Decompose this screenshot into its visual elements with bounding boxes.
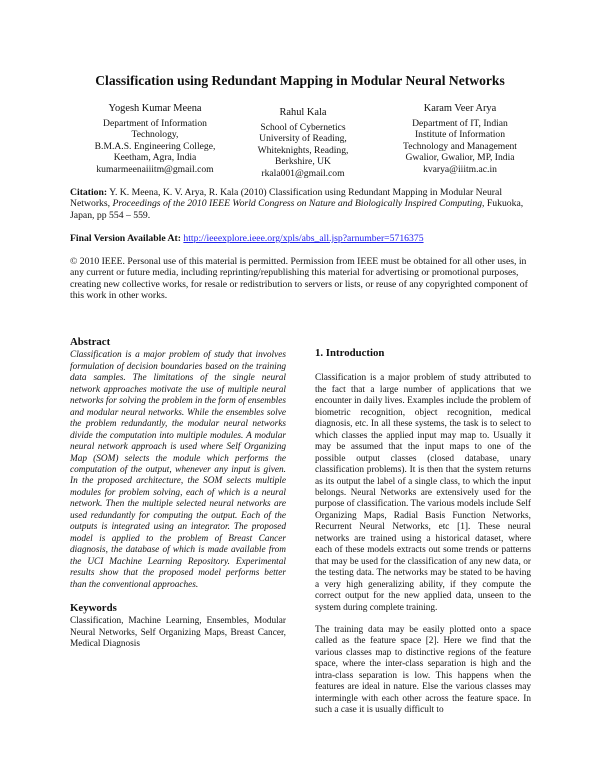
citation	[70, 187, 532, 221]
affiliation-line: Whiteknights, Reading,	[257, 144, 349, 156]
affiliation-line: Gwalior, Gwalior, MP, India	[405, 152, 515, 164]
right-column	[315, 348, 531, 717]
paper-title: Classification using Redundant Mapping in Modular Neural Networks	[95, 73, 505, 88]
final-version-label: Final Version Available At:	[70, 233, 181, 244]
affiliation-line: Technology and Management	[403, 140, 517, 152]
author-3	[375, 103, 545, 176]
author-name: Karam Veer Arya	[423, 103, 497, 114]
affiliation-line: School of Cybernetics	[260, 121, 346, 133]
affiliation-line: Keetham, Agra, India	[113, 152, 197, 164]
keywords-text: Classification, Machine Learning, Ensembles, Modular Neural Networks, Self Organizing Maps, Breast Cancer, Medical Diagnosis	[70, 616, 286, 650]
citation-label: Citation:	[70, 187, 108, 198]
copyright-notice: © 2010 IEEE. Personal use of this material is permitted. Permission from IEEE must be obtained for all other uses, in any current or future media, including reprinting/republishing this material for advertising or promotional purposes, creating new collective works, for resale or redistribution to servers or lists, or reuse of any copyrighted component of this work in other works.	[70, 256, 528, 302]
abstract-text: Classification is a major problem of study that involves formulation of decision boundaries based on the training data samples. The limitations of the single neural network approaches motivate the use of multiple neural networks for solving the problem in the form of ensembles and modular neural networks. While the ensembles solve the problem redundantly, the modular neural networks divide the computation into multiple modules. A modular neural network approach is used where Self Organizing Map (SOM) selects the module which performs the computation of the output, whenever any input is given. In the proposed architecture, the SOM selects multiple modules for problem solving, each of which is a neural network. Then the multiple selected neural networks are used redundantly for computing the output. Each of the outputs is integrated using an integrator. The proposed model is applied to the problem of Breast Cancer diagnosis, the database of which is made available from the UCI Machine Learning Repository. Experimental results show that the proposed model performs better than the conventional approaches.	[70, 350, 286, 590]
author-1	[70, 103, 240, 176]
abstract-heading: Abstract	[70, 336, 111, 348]
citation-text: Y. K. Meena, K. V. Arya, R. Kala (2010) Classification using Redundant Mapping in Modular Neural Networks,	[70, 187, 503, 210]
affiliation-line: Berkshire, UK	[275, 156, 331, 168]
affiliation-line: Technology,	[131, 129, 179, 141]
affiliation-line: Department of Information	[103, 117, 207, 129]
author-2	[218, 107, 388, 180]
author-name: Yogesh Kumar Meena	[108, 103, 202, 114]
author-email: kvarya@iiitm.ac.in	[423, 163, 497, 175]
author-email: rkala001@gmail.com	[261, 167, 345, 179]
citation-location: Fukuoka, Japan, pp 554 – 559.	[70, 198, 524, 221]
affiliation-line: B.M.A.S. Engineering College,	[94, 140, 216, 152]
affiliation-line: Department of IT, Indian	[412, 117, 508, 129]
affiliation-line: Institute of Information	[414, 129, 506, 141]
affiliation-line: University of Reading,	[259, 133, 347, 145]
left-column	[70, 337, 286, 651]
keywords-heading: Keywords	[70, 601, 117, 614]
intro-paragraph: Classification is a major problem of study attributed to the fact that a large number of applications that we encounter in daily lives. Examples include the problem of biometric recognition, object recognition, medical diagnosis, etc. In all these systems, the task is to select to which classes the applied input may map to. Usually it may be assumed that the input maps to one of the possible output classes (closed database, unary classification problems). It is then that the system returns as its output the label of a single class, to which the input belongs. Neural Networks are extensively used for the purpose of classification. The various models include Self Organizing Maps, Radial Basis Function Networks, Recurrent Neural Networks, etc [1]. These neural networks are trained using a historical dataset, where each of these models extracts out some trends or patterns that may be used for the classification of any new data, or the testing data. The networks may be stated to be having a very high generalizing ability, if they compute the correct output for the new applied data, unseen to the system during complete training.	[315, 373, 531, 613]
intro-paragraph: The training data may be easily plotted onto a space called as the feature space [2]. Here we find that the various classes map to distinctive regions of the feature space, where the inter-class separation is high and the intra-class separation is low. This happens when the features are ideal in nature. Else the various classes may intermingle with each other across the feature space. In such a case it is usually difficult to	[315, 624, 531, 716]
author-name: Rahul Kala	[279, 107, 327, 118]
final-version-link[interactable]: http://ieeexplore.ieee.org/xpls/abs_all.jsp?arnumber=5716375	[183, 233, 424, 244]
author-email: kumarmeenaiiitm@gmail.com	[96, 163, 214, 175]
citation-venue: Proceedings of the 2010 IEEE World Congress on Nature and Biologically Inspired Computing,	[112, 198, 485, 210]
introduction-heading: 1. Introduction	[315, 347, 385, 359]
final-version	[70, 233, 532, 244]
